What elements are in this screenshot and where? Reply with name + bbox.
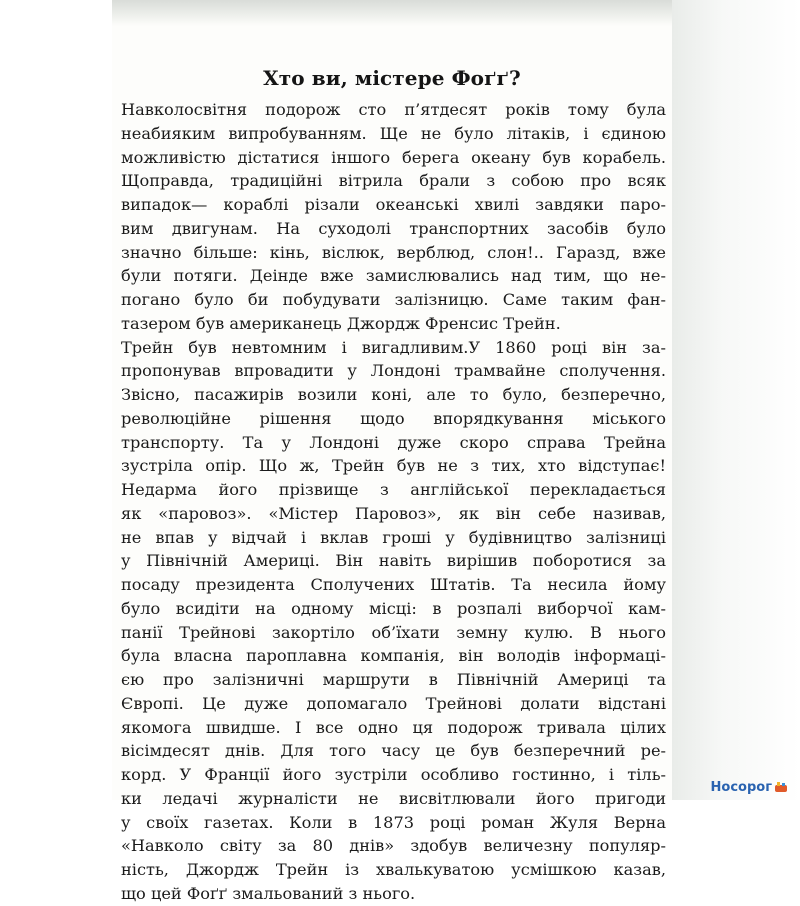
text-line: що цей Фоґґ змальований з нього. [121,883,416,903]
text-line: «Навколо світу за 80 днів» здобув величезну популяр- [121,836,666,856]
text-line: тазером був американець Джордж Френсис Трейн. [121,313,561,333]
body-text [121,98,666,906]
watermark [711,778,788,796]
text-line: панії Трейнові закортіло об’їхати земну кулю. В нього [121,622,666,642]
text-line: Навколосвітня подорож сто п’ятдесят років тому була [121,100,666,119]
text-line: якомога швидше. І все одно ця подорож тривала цілих [121,717,666,737]
text-line: ки ледачі журналісти не висвітлювали його пригоди [121,788,666,808]
page-title: Хто ви, містере Фоґґ? [263,66,521,90]
text-line: можливістю дістатися іншого берега океану був корабель. [121,147,666,167]
text-line: значно більше: кінь, віслюк, верблюд, слон!.. Гаразд, вже [121,242,666,262]
bleed-through-strip [112,0,672,26]
text-line: пропонував впровадити у Лондоні трамвайне сполучення. [121,361,666,381]
text-line: не впав у відчай і вклав гроші у будівництво залізниці [121,527,666,547]
text-line: корд. У Франції його зустріли особливо гостинно, і тіль- [121,765,666,784]
text-line: випадок— кораблі різали океанські хвилі завдяки паро- [121,195,666,214]
text-line: неабияким випробуванням. Ще не було літаків, і єдиною [121,123,666,143]
text-line: як «паровоз». «Містер Паровоз», як він себе називав, [121,503,666,523]
text-line: погано було би побудувати залізницю. Саме таким фан- [121,290,666,309]
text-line: Трейн був невтомним і вигадливим.У 1860 році він за- [121,337,666,357]
text-line: революційне рішення щодо впорядкування міського [121,408,666,428]
page-edge-shadow [672,0,800,800]
text-line: Щоправда, традиційні вітрила брали з собою про всяк [121,171,666,191]
text-line: Європі. Це дуже допомагало Трейнові долати відстані [121,693,666,713]
text-line: єю про залізничні маршрути в Північній Америці та [121,670,666,689]
text-line: ність, Джордж Трейн із хвалькуватою усмішкою казав, [121,860,666,879]
text-line: Звісно, пасажирів возили коні, але то було, безперечно, [121,385,666,404]
text-line: посаду президента Сполучених Штатів. Та несила йому [121,575,666,594]
text-line: було всидіти на одному місці: в розпалі виборчої кам- [121,598,666,618]
text-line: була власна пароплавна компанія, він володів інформаці- [121,646,666,666]
text-line: вим двигунам. На суходолі транспортних засобів було [121,218,666,238]
text-line: у Північній Америці. Він навіть вирішив поборотися за [121,551,666,571]
text-line: Недарма його прізвище з англійської перекладається [121,480,666,499]
text-line: у своїх газетах. Коли в 1873 році роман Жуля Верна [121,812,666,832]
text-line: зустріла опір. Що ж, Трейн був не з тих, хто відступає! [121,456,666,476]
text-line: були потяги. Деінде вже замислювались над тим, що не- [121,266,666,286]
text-line: транспорту. Та у Лондоні дуже скоро справа Трейна [121,432,666,452]
watermark-text: Носорог [710,779,772,795]
text-line: вісімдесят днів. Для того часу це був безперечний ре- [121,741,666,761]
rhino-logo-icon [774,780,788,794]
